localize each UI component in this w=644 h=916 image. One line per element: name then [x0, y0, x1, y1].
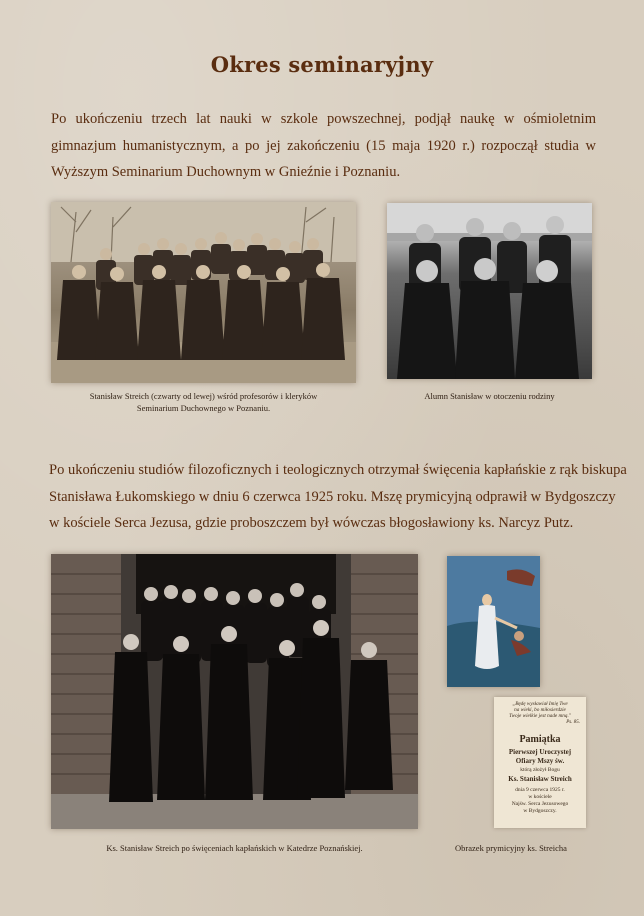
ordination-group-photo: [51, 554, 418, 829]
intro-paragraph: Po ukończeniu trzech lat nauki w szkole powszechnej, podjął naukę w ośmioletnim gimnazjum humanistycznym, a po jej zakończeniu (15 maja 1920 r.) rozpoczął studia w Wyższym Seminarium Duchownym w Gnieźnie i Poznaniu.: [51, 111, 596, 180]
family-illustration: [387, 203, 592, 379]
holy-card-heading: Pamiątka: [519, 734, 561, 745]
holy-card-quote-line2: na wieki, bo miłosierdzie: [514, 707, 566, 713]
holy-card-quote: [494, 701, 586, 719]
holy-card-quote-line3: Twoje wielkie jest nade mną.": [509, 713, 571, 719]
holy-card-quote-line1: „Będę wysławiał Imię Twe: [512, 701, 568, 707]
holy-card-place3: w Bydgoszczy.: [523, 808, 557, 814]
holy-card-name: Ks. Stanisław Streich: [508, 775, 572, 783]
holy-card-body: [494, 748, 586, 765]
seminary-group-illustration: [51, 202, 356, 383]
caption-family: Alumn Stanisław w otoczeniu rodziny: [424, 391, 555, 401]
holy-card-line1: Pierwszej Uroczystej: [508, 748, 572, 756]
caption-seminary-line2: Seminarium Duchownego w Poznaniu.: [136, 403, 271, 413]
holy-card-ref: Ps. 85.: [566, 720, 580, 725]
holy-card-place2: Najśw. Serca Jezusowego: [511, 801, 569, 807]
caption-seminary-line1: Stanisław Streich (czwarty od lewej) wśród profesorów i kleryków: [89, 391, 318, 401]
family-photo: [387, 203, 592, 379]
ordination-line2: Stanisława Łukomskiego w dniu 6 czerwca 1925 roku. Mszę prymicyjną odprawił w Bydgoszczy: [49, 488, 616, 505]
caption-seminary-group: [51, 390, 356, 414]
holy-card-date: dnia 9 czerwca 1925 r.: [515, 787, 565, 793]
holy-card-footer: [494, 787, 586, 815]
caption-ordination: Ks. Stanisław Streich po święceniach kapłańskich w Katedrze Poznańskiej.: [106, 843, 363, 853]
ordination-line1: Po ukończeniu studiów filozoficznych i teologicznych otrzymał święcenia kapłańskie z rąk biskupa: [49, 462, 627, 478]
ordination-line3: w kościele Serca Jezusa, gdzie proboszczem był wówczas błogosławiony ks. Narcyz Putz.: [49, 515, 574, 531]
ordination-paragraph: [49, 457, 627, 537]
seminary-group-photo: [51, 202, 356, 383]
caption-holy-card: Obrazek prymicyjny ks. Streicha: [455, 843, 567, 853]
holy-card: [494, 697, 586, 828]
holy-card-line2: Ofiary Mszy św.: [515, 756, 565, 765]
ordination-group-illustration: [51, 554, 418, 829]
painting-photo: [447, 556, 540, 687]
holy-card-line3: którą złożył Bogu: [520, 767, 560, 773]
page-title: Okres seminaryjny: [210, 52, 434, 77]
holy-card-place1: w kościele: [528, 794, 552, 800]
jesus-on-water-illustration: [447, 556, 540, 687]
